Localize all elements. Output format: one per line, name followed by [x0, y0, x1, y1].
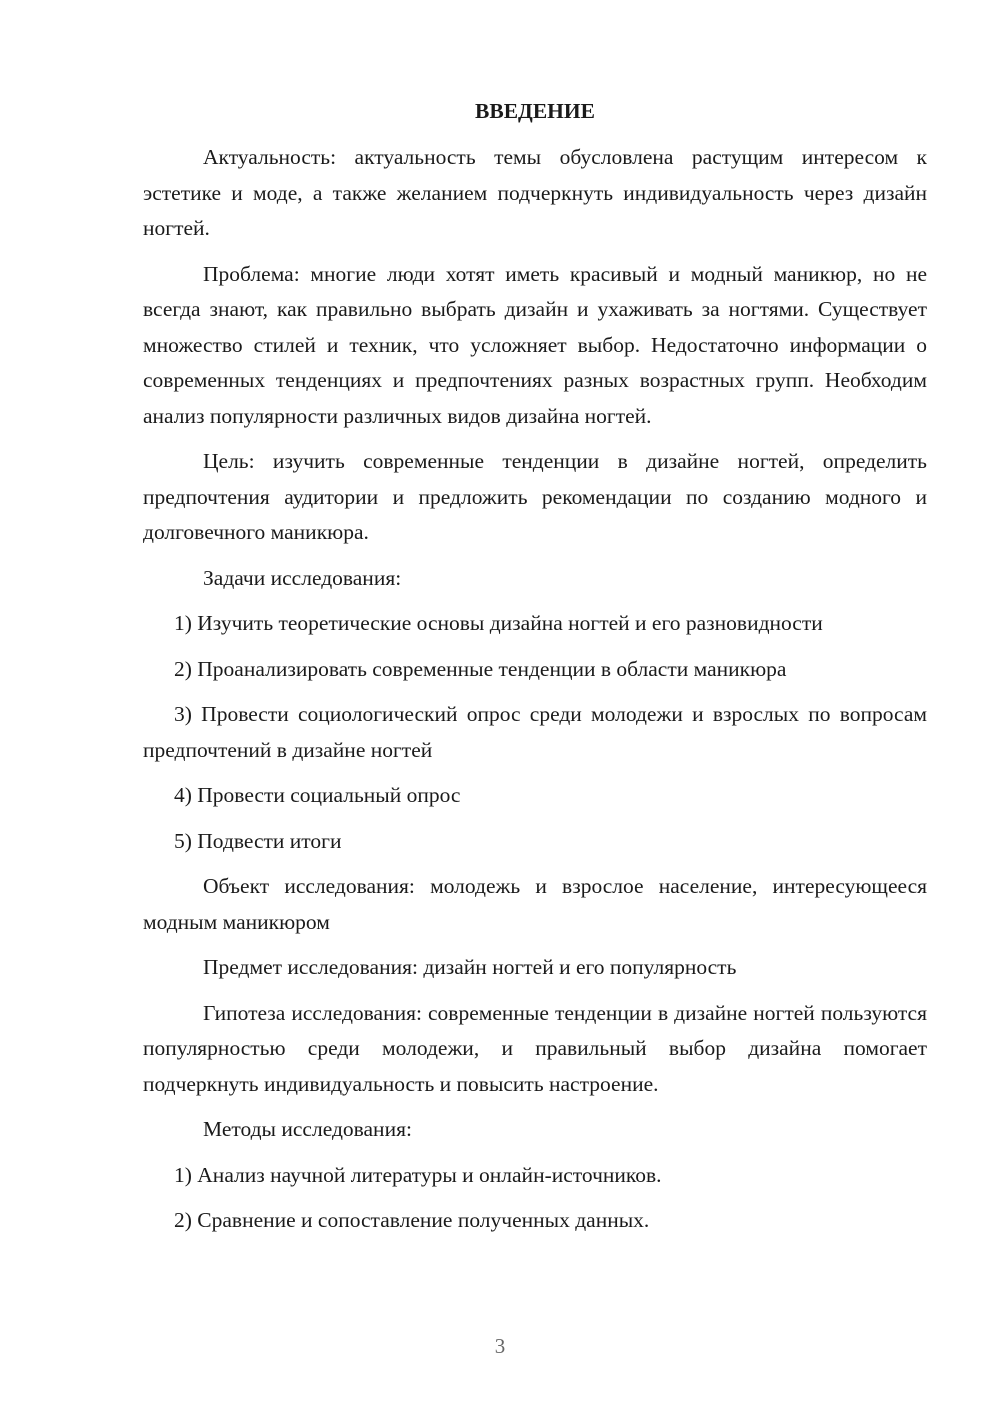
- task-item: 2) Проанализировать современные тенденции в области маникюра: [174, 656, 787, 681]
- method-item: 2) Сравнение и сопоставление полученных данных.: [174, 1208, 650, 1232]
- problem-paragraph: Проблема: многие люди хотят иметь красивый и модный маникюр, но не всегда знают, как правильно выбрать дизайн и ухаживать за ногтями. Существует множество стилей и техник, что усложняет выбор. Недостаточно информации о современных тенденциях и предпочтениях разных возрастных групп. Необходим анализ популярности различных видов дизайна ногтей.: [143, 261, 927, 428]
- page-number: 3: [494, 1334, 506, 1358]
- task-item: 5) Подвести итоги: [174, 828, 342, 853]
- task-item: 3) Провести социологический опрос среди молодежи и взрослых по вопросам предпочтений в дизайне ногтей: [143, 702, 927, 762]
- subject-paragraph: Предмет исследования: дизайн ногтей и его популярность: [203, 955, 737, 979]
- tasks-heading: Задачи исследования:: [203, 565, 402, 590]
- relevance-paragraph: Актуальность: актуальность темы обусловлена растущим интересом к эстетике и моде, а также желанием подчеркнуть индивидуальность через дизайн ногтей.: [143, 145, 927, 240]
- method-item: 1) Анализ научной литературы и онлайн-источников.: [174, 1162, 662, 1187]
- object-paragraph: Объект исследования: молодежь и взрослое население, интересующееся модным маникюром: [143, 874, 927, 934]
- task-item: 1) Изучить теоретические основы дизайна ногтей и его разновидности: [174, 611, 823, 635]
- task-item: 4) Провести социальный опрос: [174, 783, 461, 807]
- methods-heading: Методы исследования:: [203, 1117, 412, 1141]
- hypothesis-paragraph: Гипотеза исследования: современные тенденции в дизайне ногтей пользуются популярностью среди молодежи, и правильный выбор дизайна помогает подчеркнуть индивидуальность и повысить настроение.: [143, 1000, 927, 1096]
- document-page: [143, 92, 927, 1249]
- section-title: ВВЕДЕНИЕ: [475, 99, 595, 123]
- goal-paragraph: Цель: изучить современные тенденции в дизайне ногтей, определить предпочтения аудитории и предложить рекомендации по созданию модного и долговечного маникюра.: [143, 449, 927, 544]
